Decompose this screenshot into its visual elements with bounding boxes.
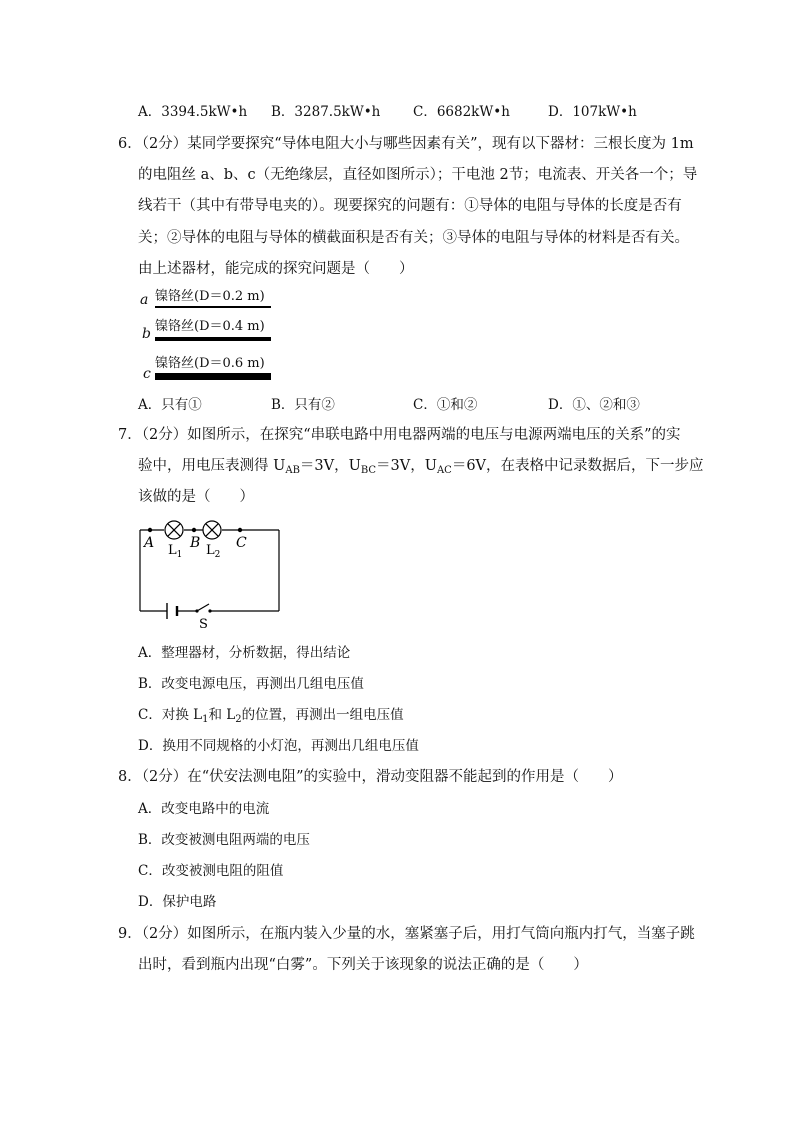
wire-a-letter: a — [140, 292, 149, 308]
circuit-label-a: A — [144, 535, 155, 551]
wire-b-letter: b — [142, 326, 151, 342]
q6-option-a: A．只有① — [138, 397, 202, 413]
q8-option-c: C．改变被测电阻的阻值 — [138, 863, 284, 879]
q6-option-b: B．只有② — [271, 397, 335, 413]
q8-option-b: B．改变被测电阻两端的电压 — [138, 832, 310, 848]
q6-option-d: D．①、②和③ — [548, 397, 640, 413]
q6-stem-line-3: 线若干（其中有带导电夹的）。现要探究的问题有：①导体的电阻与导体的长度是否有 — [138, 198, 682, 214]
circuit-label-l1: $L_1$ — [168, 543, 183, 560]
wire-c-label: 镍铬丝(D＝0.6 m) — [155, 356, 265, 371]
q6-option-c: C．①和② — [413, 397, 478, 413]
q8-stem: 8．（2分）在“伏安法测电阻”的实验中，滑动变阻器不能起到的作用是（ ） — [118, 769, 623, 785]
q9-stem-line-1: 9．（2分）如图所示，在瓶内装入少量的水，塞紧塞子后，用打气筒向瓶内打气，当塞子跳 — [118, 926, 695, 942]
circuit-label-l2: $L_2$ — [206, 543, 221, 560]
q8-option-a: A．改变电路中的电流 — [138, 801, 270, 817]
q6-stem-line-4: 关；②导体的电阻与导体的横截面积是否有关；③导体的电阻与导体的材料是否有关。 — [138, 230, 689, 246]
q6-stem-line-5: 由上述器材，能完成的探究问题是（ ） — [138, 261, 414, 277]
q6-stem-line-2: 的电阻丝 a、b、c（无绝缘层，直径如图所示）；干电池 2节；电流表、开关各一个；导 — [138, 167, 698, 183]
q7-stem-line-3: 该做的是（ ） — [138, 489, 254, 505]
wire-c-letter: c — [143, 366, 151, 382]
q7-option-d: D．换用不同规格的小灯泡，再测出几组电压值 — [138, 738, 419, 754]
node-b-dot — [192, 528, 196, 532]
circuit-label-s: S — [199, 617, 208, 632]
q5-option-a: A．3394.5kW•h — [138, 104, 248, 120]
q7-stem-line-1: 7．（2分）如图所示，在探究“串联电路中用电器两端的电压与电源两端电压的关系”的实 — [118, 427, 681, 443]
q5-option-c: C．6682kW•h — [413, 104, 510, 120]
wire-a-label: 镍铬丝(D＝0.2 m) — [155, 289, 265, 304]
q5-option-b: B．3287.5kW•h — [271, 104, 381, 120]
circuit-label-c: C — [236, 535, 247, 551]
switch-icon — [197, 604, 209, 611]
q7-option-b: B．改变电源电压，再测出几组电压值 — [138, 676, 364, 692]
node-c-dot — [238, 528, 242, 532]
q7-option-a: A．整理器材，分析数据，得出结论 — [138, 645, 351, 661]
q8-option-d: D．保护电路 — [138, 894, 217, 910]
wire-b-label: 镍铬丝(D＝0.4 m) — [155, 319, 265, 334]
circuit-label-b: B — [190, 535, 201, 551]
q9-stem-line-2: 出时，看到瓶内出现“白雾”。下列关于该现象的说法正确的是（ ） — [138, 957, 588, 973]
q5-option-d: D．107kW•h — [548, 104, 637, 120]
node-a-dot — [148, 528, 152, 532]
q7-option-c: C．对换 $L_1$和 $L_2$的位置，再测出一组电压值 — [138, 707, 404, 725]
q7-stem-line-2: 验中，用电压表测得 $U_{AB}=3V$，$U_{BC}=3V$，$U_{AC}=6V$，在表格中记录数据后，下一步应 — [138, 458, 704, 476]
q6-stem-line-1: 6．（2分）某同学要探究“导体电阻大小与哪些因素有关”，现有以下器材：三根长度为 1m — [118, 136, 694, 152]
